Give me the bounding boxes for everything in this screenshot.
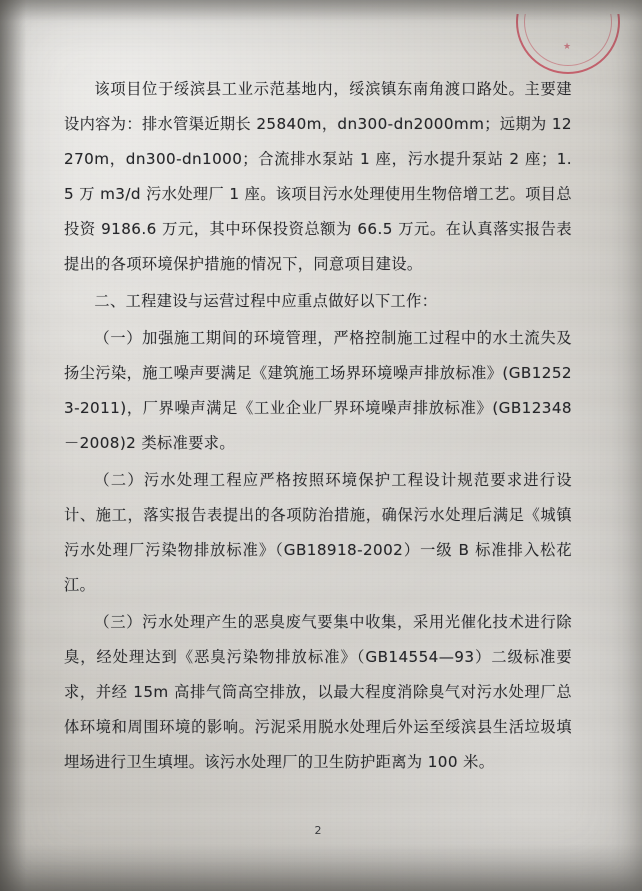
seal-text: ★	[562, 42, 574, 52]
document-body	[64, 72, 572, 837]
scan-edge-bottom	[0, 843, 642, 891]
paragraph-4: （二）污水处理工程应严格按照环境保护工程设计规范要求进行设计、施工，落实报告表提出的各项防治措施，确保污水处理后满足《城镇污水处理厂污染物排放标准》（GB18918-2002）一级 B 标准排入松花江。	[64, 471, 572, 594]
page-number: 2	[314, 824, 322, 837]
scan-edge-top	[0, 0, 642, 22]
seal-inner-ring	[524, 14, 612, 66]
paragraph-3: （一）加强施工期间的环境管理，严格控制施工过程中的水土流失及扬尘污染，施工噪声要满足《建筑施工场界环境噪声排放标准》(GB12523-2011)，厂界噪声满足《工业企业厂界环境噪声排放标准》(GB12348－2008)2 类标准要求。	[64, 329, 572, 452]
seal-outer-ring	[516, 14, 620, 74]
paragraph-2: 二、工程建设与运营过程中应重点做好以下工作：	[94, 292, 438, 310]
paragraph-5: （三）污水处理产生的恶臭废气要集中收集，采用光催化技术进行除臭，经处理达到《恶臭污染物排放标准》（GB14554—93）二级标准要求，并经 15m 高排气筒高空排放，以最大程度消除臭气对污水处理厂总体环境和周围环境的影响。污泥采用脱水处理后外运至绥滨县生活垃圾填埋场进行卫生填埋。该污水处理厂的卫生防护距离为 100 米。	[64, 613, 572, 771]
scan-edge-left	[0, 0, 26, 891]
paragraph-1: 该项目位于绥滨县工业示范基地内，绥滨镇东南角渡口路处。主要建设内容为：排水管渠近期长 25840m，dn300-dn2000mm；远期为 12270m，dn300-dn1000；合流排水泵站 1 座，污水提升泵站 2 座；1.5 万 m3/d 污水处理厂 1 座。该项目污水处理使用生物倍增工艺。项目总投资 9186.6 万元，其中环保投资总额为 66.5 万元。在认真落实报告表提出的各项环境保护措施的情况下，同意项目建设。	[64, 80, 572, 273]
